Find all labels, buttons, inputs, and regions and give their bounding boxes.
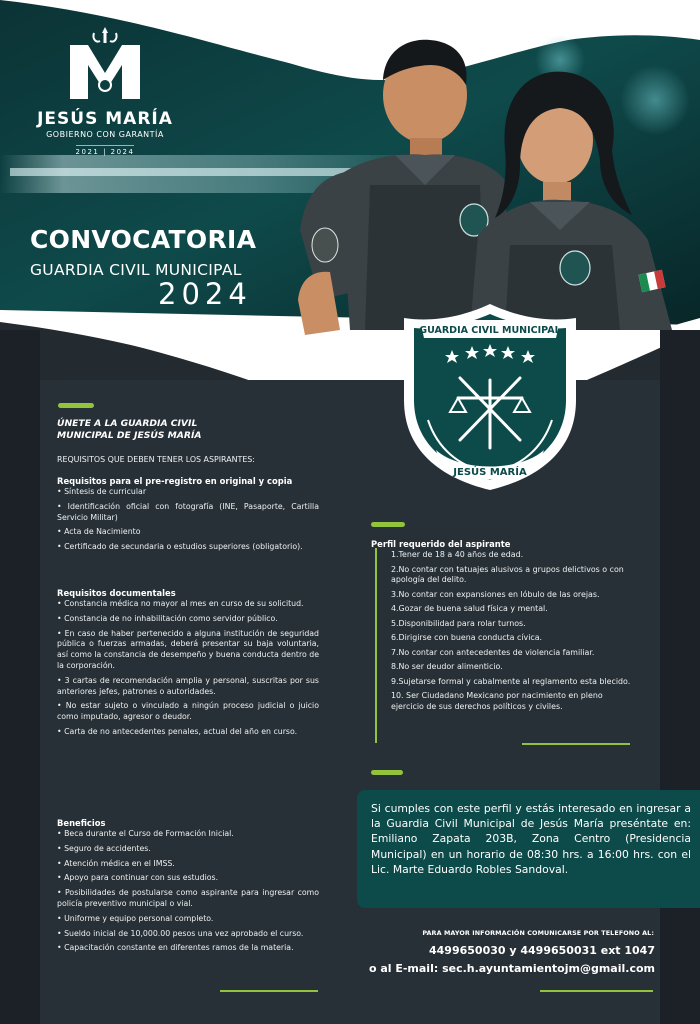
contact-label: PARA MAYOR INFORMACIÓN COMUNICARSE POR TELEFONO AL: [422,929,654,937]
guardia-civil-badge-icon [400,300,580,492]
perfil-list-wrap [391,550,633,717]
municipal-logo [30,25,180,158]
accent-bar [58,403,94,408]
accent-line [220,990,318,992]
jesus-maria-crest-icon [62,25,148,109]
list-item: • Certificado de secundaria o estudios superiores (obligatorio). [57,542,303,552]
intro-heading [57,418,307,441]
documentales-list [57,599,319,738]
accent-vline [375,548,377,743]
list-item: • Acta de Nacimiento [57,527,141,537]
list-item: • Uniforme y equipo personal completo. [57,913,214,923]
logo-subtitle: GOBIERNO CON GARANTÍA [46,130,164,139]
list-item: 10. Ser Ciudadano Mexicano por nacimiento en pleno ejercicio de sus derechos políticos y civiles. [391,691,603,712]
accent-line [522,743,630,745]
badge-bottom-text: JESÚS MARÍA [453,467,527,478]
list-item: 7.No contar con antecedentes de violencia familiar. [391,647,595,657]
accent-bar [371,522,405,527]
list-item: 2.No contar con tatuajes alusivos a grupos delictivos o con apología del delito. [391,564,624,585]
list-item: 4.Gozar de buena salud física y mental. [391,604,548,614]
perfil-list [391,550,633,713]
list-item: • 3 cartas de recomendación amplia y personal, suscritas por sus anteriores jefes, patrones o autoridades. [57,675,319,696]
list-item: • Apoyo para continuar con sus estudios. [57,873,219,883]
list-item: • Identificación oficial con fotografía (INE, Pasaporte, Cartilla Servicio Militar) [57,501,319,522]
list-item: • Posibilidades de postularse como aspirante para ingresar como policía preventivo municipal o vial. [57,888,319,908]
pre-registro-heading: Requisitos para el pre-registro en original y copia [57,476,293,486]
list-item: • Atención médica en el IMSS. [57,858,175,868]
pre-registro-section [57,475,319,557]
beneficios-section [57,817,319,958]
list-item: • Beca durante el Curso de Formación Inicial. [57,829,234,838]
list-item: • Síntesis de curricular [57,487,147,496]
headline-title: CONVOCATORIA [30,225,257,254]
list-item: • Constancia médica no mayor al mes en curso de su solicitud. [57,599,304,608]
contact-phone[interactable]: 4499650030 y 4499650031 ext 1047 [429,944,655,957]
list-item: • Capacitación constante en diferentes ramos de la materia. [57,943,294,953]
list-item: 1.Tener de 18 a 40 años de edad. [391,550,524,559]
beneficios-heading: Beneficios [57,818,106,828]
perfil-heading: Perfil requerido del aspirante [371,539,511,549]
pre-registro-list [57,487,319,553]
list-item: • No estar sujeto o vinculado a ningún proceso judicial o juicio como imputado, agresor o deudor. [57,701,319,722]
badge-top-text: GUARDIA CIVIL MUNICIPAL [419,325,561,336]
list-item: • Constancia de no inhabilitación como servidor público. [57,613,278,623]
headline-year: 2024 [158,277,252,311]
intro-line-1: ÚNETE A LA GUARDIA CIVIL [57,418,198,429]
list-item: 6.Dirigirse con buena conducta cívica. [391,633,543,643]
list-item: • Seguro de accidentes. [57,843,151,853]
list-item: 3.No contar con expansiones en lóbulo de las orejas. [391,589,600,599]
accent-bar [371,770,403,775]
beneficios-list [57,829,319,954]
list-item: • En caso de haber pertenecido a alguna institución de seguridad pública o fuerzas armadas, deberá presentar su baja voluntaria, así como la constancia de desempeño y buena conducta dentro de la corporación. [57,628,319,670]
logo-title: JESÚS MARÍA [37,109,173,129]
intro-line-2: MUNICIPAL DE JESÚS MARÍA [57,429,202,441]
accent-line [540,990,653,992]
contact-email[interactable]: o al E-mail: sec.h.ayuntamientojm@gmail.com [368,962,655,975]
documentales-heading: Requisitos documentales [57,588,176,598]
logo-years: 2021 | 2024 [76,145,135,156]
perfil-section [371,538,633,550]
list-item: 8.No ser deudor alimenticio. [391,662,503,672]
requirements-label: REQUISITOS QUE DEBEN TENER LOS ASPIRANTES: [57,455,255,464]
list-item: 9.Sujetarse formal y cabalmente al reglamento esta blecido. [391,676,631,686]
list-item: • Carta de no antecedentes penales, actual del año en curso. [57,726,298,736]
headline-subtitle: GUARDIA CIVIL MUNICIPAL [30,261,242,279]
info-box-text: Si cumples con este perfil y estás interesado en ingresar a la Guardia Civil Municipal de Jesús María preséntate en: Emiliano Zapata 203B, Zona Centro (Presidencia Municipal) en un horario de 08:30 hrs. a 16:00 hrs. con el Lic. Marte Eduardo Robles Sandoval. [371,802,691,876]
documentales-section [57,587,319,742]
list-item: • Sueldo inicial de 10,000.00 pesos una vez aprobado el curso. [57,928,304,938]
list-item: 5.Disponibilidad para rolar turnos. [391,618,526,628]
